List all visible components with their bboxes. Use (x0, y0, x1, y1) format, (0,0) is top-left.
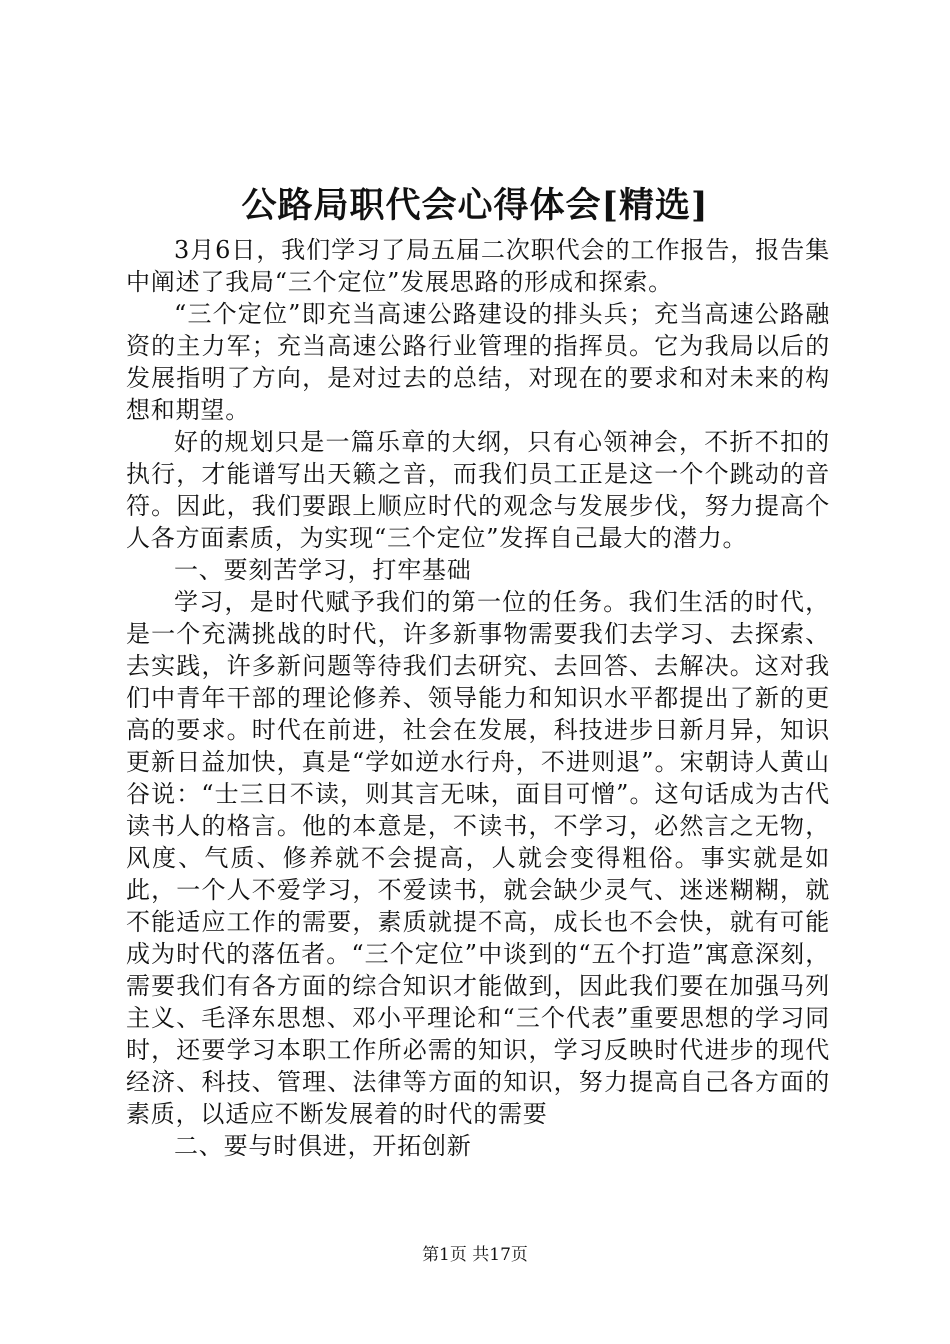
document-body (126, 234, 830, 1162)
paragraph-three-positions: “三个定位”即充当高速公路建设的排头兵；充当高速公路融资的主力军；充当高速公路行业管理的指挥员。它为我局以后的发展指明了方向，是对过去的总结，对现在的要求和对未来的构想和期望。 (126, 300, 830, 424)
document-title: 公路局职代会心得体会[精选] (241, 185, 709, 226)
paragraph-intro: 3月6日，我们学习了局五届二次职代会的工作报告，报告集中阐述了我局“三个定位”发展思路的形成和探索。 (126, 236, 830, 296)
section-heading-1: 一、要刻苦学习，打牢基础 (174, 556, 472, 584)
paragraph-study: 学习，是时代赋予我们的第一位的任务。我们生活的时代，是一个充满挑战的时代，许多新事物需要我们去学习、去探索、去实践，许多新问题等待我们去研究、去回答、去解决。这对我们中青年干部的理论修养、领导能力和知识水平都提出了新的更高的要求。时代在前进，社会在发展，科技进步日新月异，知识更新日益加快，真是“学如逆水行舟，不进则退”。宋朝诗人黄山谷说：“士三日不读，则其言无味，面目可憎”。这句话成为古代读书人的格言。他的本意是，不读书，不学习，必然言之无物，风度、气质、修养就不会提高，人就会变得粗俗。事实就是如此，一个人不爱学习，不爱读书，就会缺少灵气、迷迷糊糊，就不能适应工作的需要，素质就提不高，成长也不会快，就有可能成为时代的落伍者。“三个定位”中谈到的“五个打造”寓意深刻，需要我们有各方面的综合知识才能做到，因此我们要在加强马列主义、毛泽东思想、邓小平理论和“三个代表”重要思想的学习同时，还要学习本职工作所必需的知识，学习反映时代进步的现代经济、科技、管理、法律等方面的知识，努力提高自己各方面的素质，以适应不断发展着的时代的需要 (126, 588, 830, 1128)
paragraph-planning: 好的规划只是一篇乐章的大纲，只有心领神会，不折不扣的执行，才能谱写出天籁之音，而我们员工正是这一个个跳动的音符。因此，我们要跟上顺应时代的观念与发展步伐，努力提高个人各方面素质，为实现“三个定位”发挥自己最大的潜力。 (126, 428, 830, 552)
page-number-footer: 第1页 共17页 (422, 1245, 528, 1265)
section-heading-2: 二、要与时俱进，开拓创新 (174, 1132, 472, 1160)
